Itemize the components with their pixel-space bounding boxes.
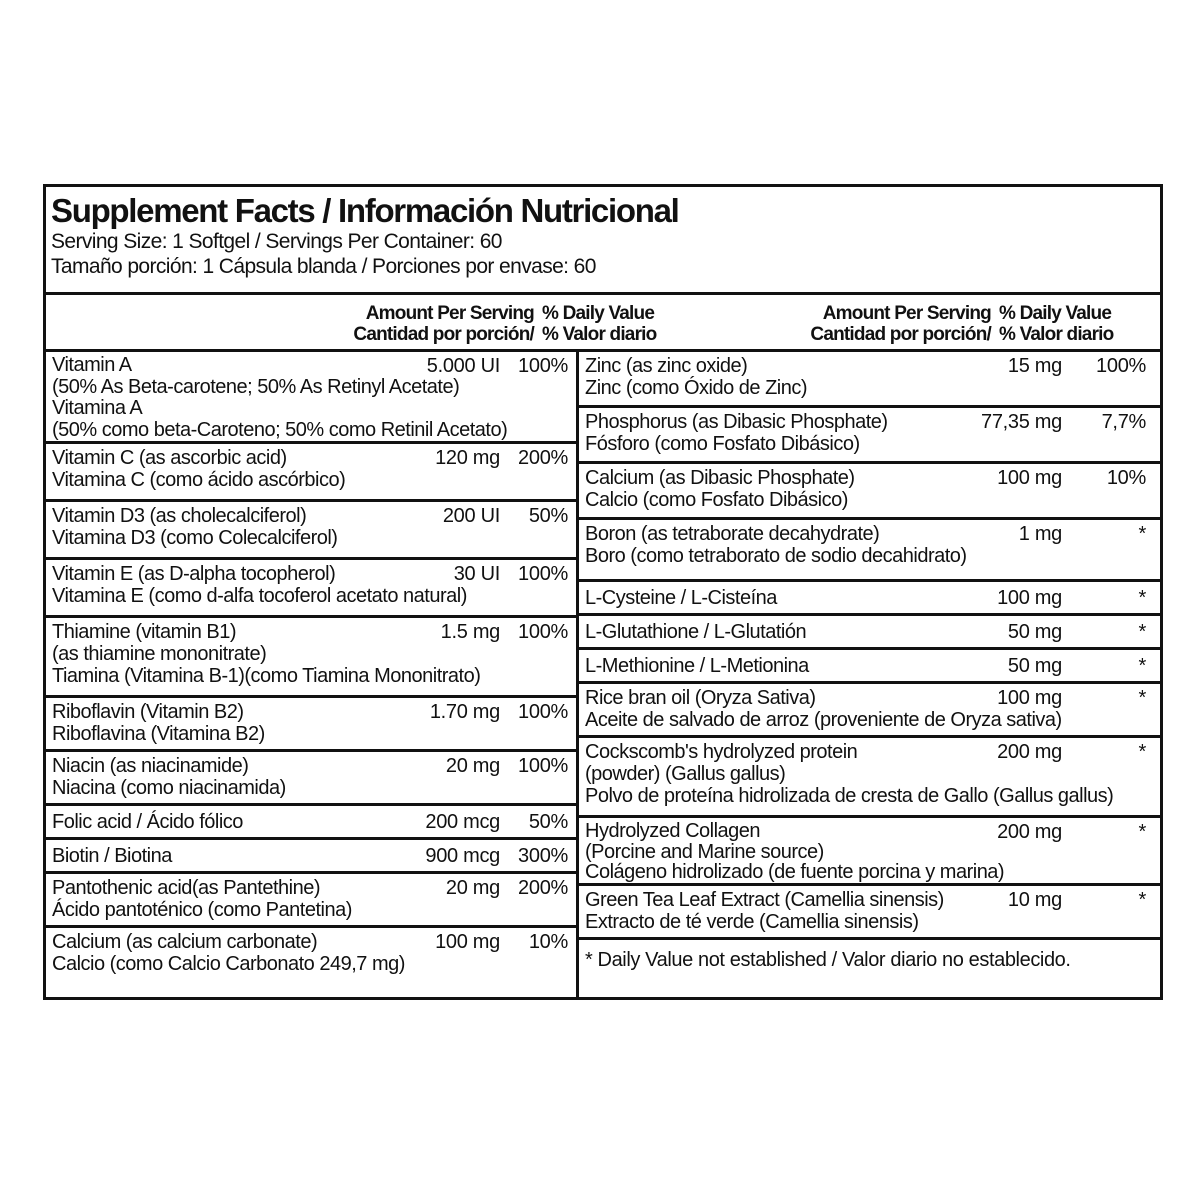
nutrient-amount: 100 mg (997, 687, 1062, 709)
nutrient-daily-value: 200% (518, 447, 568, 469)
nutrient-name-line: Vitamina D3 (como Colecalciferol) (52, 527, 338, 549)
nutrient-daily-value: * (1138, 655, 1146, 677)
nutrient-row (46, 560, 576, 618)
nutrient-daily-value: * (1138, 587, 1146, 609)
serving-info-en: Serving Size: 1 Softgel / Servings Per Container: 60 (51, 230, 502, 253)
nutrient-daily-value: 10% (1106, 467, 1146, 489)
nutrient-name-line: Tiamina (Vitamina B-1)(como Tiamina Mononitrato) (52, 665, 481, 687)
nutrient-name-line: L-Glutathione / L-Glutatión (585, 621, 807, 643)
nutrient-row (579, 684, 1160, 738)
nutrient-name-line: Calcium (as calcium carbonate) (52, 931, 318, 953)
nutrient-amount: 77,35 mg (981, 411, 1062, 433)
nutrient-row (46, 618, 576, 698)
nutrient-name-line: Cockscomb's hydrolyzed protein (585, 741, 858, 763)
title-block (46, 187, 1160, 295)
nutrient-row (46, 840, 576, 874)
serving-info-es: Tamaño porción: 1 Cápsula blanda / Porciones por envase: 60 (51, 255, 596, 278)
header-dv-left (542, 303, 692, 345)
nutrient-daily-value: 100% (518, 701, 568, 723)
nutrient-name-line: Vitamina A (52, 397, 143, 419)
nutrient-daily-value: 200% (518, 877, 568, 899)
nutrient-row (579, 616, 1160, 650)
nutrient-name-line: Phosphorus (as Dibasic Phosphate) (585, 411, 888, 433)
nutrient-amount: 200 mg (997, 741, 1062, 763)
nutrient-name-line: Green Tea Leaf Extract (Camellia sinensis) (585, 889, 944, 911)
nutrient-name-line: Riboflavina (Vitamina B2) (52, 723, 265, 745)
nutrient-name-line: Pantothenic acid(as Pantethine) (52, 877, 321, 899)
nutrient-amount: 100 mg (435, 931, 500, 953)
nutrient-amount: 100 mg (997, 587, 1062, 609)
nutrient-amount: 1.70 mg (429, 701, 500, 723)
nutrient-name-line: L-Cysteine / L-Cisteína (585, 587, 777, 609)
nutrient-row (46, 874, 576, 928)
header-dv-en: % Daily Value (999, 303, 1112, 324)
header-dv-es: % Valor diario (542, 324, 657, 345)
nutrient-daily-value: * (1138, 821, 1146, 843)
nutrient-row (579, 520, 1160, 582)
nutrient-name-line: Calcio (como Calcio Carbonato 249,7 mg) (52, 953, 405, 975)
nutrient-name-line: Zinc (como Óxido de Zinc) (585, 377, 808, 399)
nutrient-name-line: Vitamin E (as D-alpha tocopherol) (52, 563, 336, 585)
nutrient-name-line: Biotin / Biotina (52, 845, 172, 867)
header-dv-right (999, 303, 1149, 345)
nutrient-name-line: Polvo de proteína hidrolizada de cresta de Gallo (Gallus gallus) (585, 785, 1114, 807)
nutrient-name-line: Fósforo (como Fosfato Dibásico) (585, 433, 860, 455)
supplement-facts-panel (43, 184, 1163, 1000)
nutrient-name-line: (50% As Beta-carotene; 50% As Retinyl Acetate) (52, 375, 460, 398)
nutrient-amount: 5.000 UI (426, 355, 500, 377)
nutrient-row (579, 886, 1160, 940)
header-amount-left (334, 303, 534, 345)
nutrient-amount: 15 mg (1007, 355, 1062, 377)
nutrient-name-line: Boro (como tetraborato de sodio decahidrato) (585, 545, 967, 567)
nutrient-amount: 20 mg (445, 755, 500, 777)
nutrient-row (46, 698, 576, 752)
nutrient-name-line: Niacina (como niacinamida) (52, 777, 286, 799)
nutrient-name-line: (Porcine and Marine source) (585, 840, 824, 863)
nutrient-name-line: Rice bran oil (Oryza Sativa) (585, 687, 816, 709)
nutrient-row (579, 650, 1160, 684)
nutrient-daily-value: * (1138, 523, 1146, 545)
nutrient-row (46, 806, 576, 840)
column-header-row (46, 295, 1160, 352)
nutrient-row (579, 582, 1160, 616)
nutrient-name-line: (powder) (Gallus gallus) (585, 763, 786, 785)
nutrient-daily-value: * (1138, 621, 1146, 643)
nutrient-name-line: Vitamina C (como ácido ascórbico) (52, 469, 346, 491)
nutrient-amount: 120 mg (435, 447, 500, 469)
header-dv-en: % Daily Value (542, 303, 655, 324)
nutrient-daily-value: 50% (528, 505, 568, 527)
nutrient-daily-value: 100% (518, 355, 568, 377)
nutrient-name-line: Extracto de té verde (Camellia sinensis) (585, 911, 919, 933)
nutrient-amount: 50 mg (1007, 621, 1062, 643)
nutrient-name-line: Ácido pantoténico (como Pantetina) (52, 899, 352, 921)
header-amount-es: Cantidad por porción/ (810, 324, 991, 345)
nutrient-amount: 1.5 mg (440, 621, 500, 643)
nutrient-row (579, 408, 1160, 464)
nutrient-name-line: Boron (as tetraborate decahydrate) (585, 523, 880, 545)
nutrient-amount: 20 mg (445, 877, 500, 899)
nutrient-amount: 100 mg (997, 467, 1062, 489)
nutrient-amount: 50 mg (1007, 655, 1062, 677)
panel-title: Supplement Facts / Información Nutricional (51, 192, 679, 229)
nutrient-name-line: Vitamina E (como d-alfa tocoferol acetato natural) (52, 585, 467, 607)
nutrient-name-line: Thiamine (vitamin B1) (52, 621, 237, 643)
header-dv-es: % Valor diario (999, 324, 1114, 345)
nutrient-daily-value: 7,7% (1101, 411, 1146, 433)
header-amount-en: Amount Per Serving (365, 303, 534, 324)
nutrient-row (46, 502, 576, 560)
nutrient-row (46, 444, 576, 502)
nutrient-name-line: (50% como beta-Caroteno; 50% como Retinil Acetato) (52, 418, 508, 441)
nutrient-daily-value: 100% (1096, 355, 1146, 377)
daily-value-footnote: * Daily Value not established / Valor diario no establecido. (585, 949, 1071, 971)
nutrient-daily-value: 50% (528, 811, 568, 833)
nutrient-amount: 10 mg (1007, 889, 1062, 911)
nutrient-name-line: Calcium (as Dibasic Phosphate) (585, 467, 855, 489)
nutrient-daily-value: 300% (518, 845, 568, 867)
nutrient-amount: 30 UI (453, 563, 500, 585)
nutrient-name-line: Vitamin D3 (as cholecalciferol) (52, 505, 307, 527)
nutrient-row (579, 738, 1160, 818)
nutrient-name-line: (as thiamine mononitrate) (52, 643, 267, 665)
nutrient-amount: 900 mcg (425, 845, 500, 867)
nutrient-name-line: Vitamin A (52, 354, 132, 376)
nutrient-amount: 200 UI (442, 505, 500, 527)
nutrient-name-line: Hydrolyzed Collagen (585, 820, 761, 842)
nutrient-name-line: Folic acid / Ácido fólico (52, 811, 243, 833)
nutrient-row (46, 752, 576, 806)
nutrient-name-line: Zinc (as zinc oxide) (585, 355, 748, 377)
nutrient-name-line: Aceite de salvado de arroz (proveniente de Oryza sativa) (585, 709, 1062, 731)
nutrient-name-line: Vitamin C (as ascorbic acid) (52, 447, 287, 469)
nutrient-name-line: Colágeno hidrolizado (de fuente porcina y marina) (585, 861, 1005, 884)
nutrient-daily-value: * (1138, 687, 1146, 709)
nutrient-name-line: Riboflavin (Vitamin B2) (52, 701, 244, 723)
nutrient-name-line: Calcio (como Fosfato Dibásico) (585, 489, 848, 511)
nutrient-name-line: L-Methionine / L-Metionina (585, 655, 809, 677)
nutrient-daily-value: 100% (518, 621, 568, 643)
nutrient-name-line: Niacin (as niacinamide) (52, 755, 249, 777)
nutrient-row (579, 352, 1160, 408)
nutrient-row (46, 928, 576, 982)
right-nutrient-column (579, 352, 1160, 997)
nutrient-row (579, 464, 1160, 520)
header-amount-en: Amount Per Serving (822, 303, 991, 324)
nutrient-amount: 200 mcg (425, 811, 500, 833)
nutrient-daily-value: 10% (528, 931, 568, 953)
left-nutrient-column (46, 352, 579, 997)
nutrient-amount: 200 mg (997, 821, 1062, 843)
nutrient-row (579, 818, 1160, 886)
nutrient-amount: 1 mg (1018, 523, 1062, 545)
nutrient-daily-value: 100% (518, 755, 568, 777)
nutrient-daily-value: * (1138, 889, 1146, 911)
header-amount-es: Cantidad por porción/ (353, 324, 534, 345)
header-amount-right (791, 303, 991, 345)
nutrient-row (46, 352, 576, 444)
nutrient-daily-value: * (1138, 741, 1146, 763)
nutrient-daily-value: 100% (518, 563, 568, 585)
